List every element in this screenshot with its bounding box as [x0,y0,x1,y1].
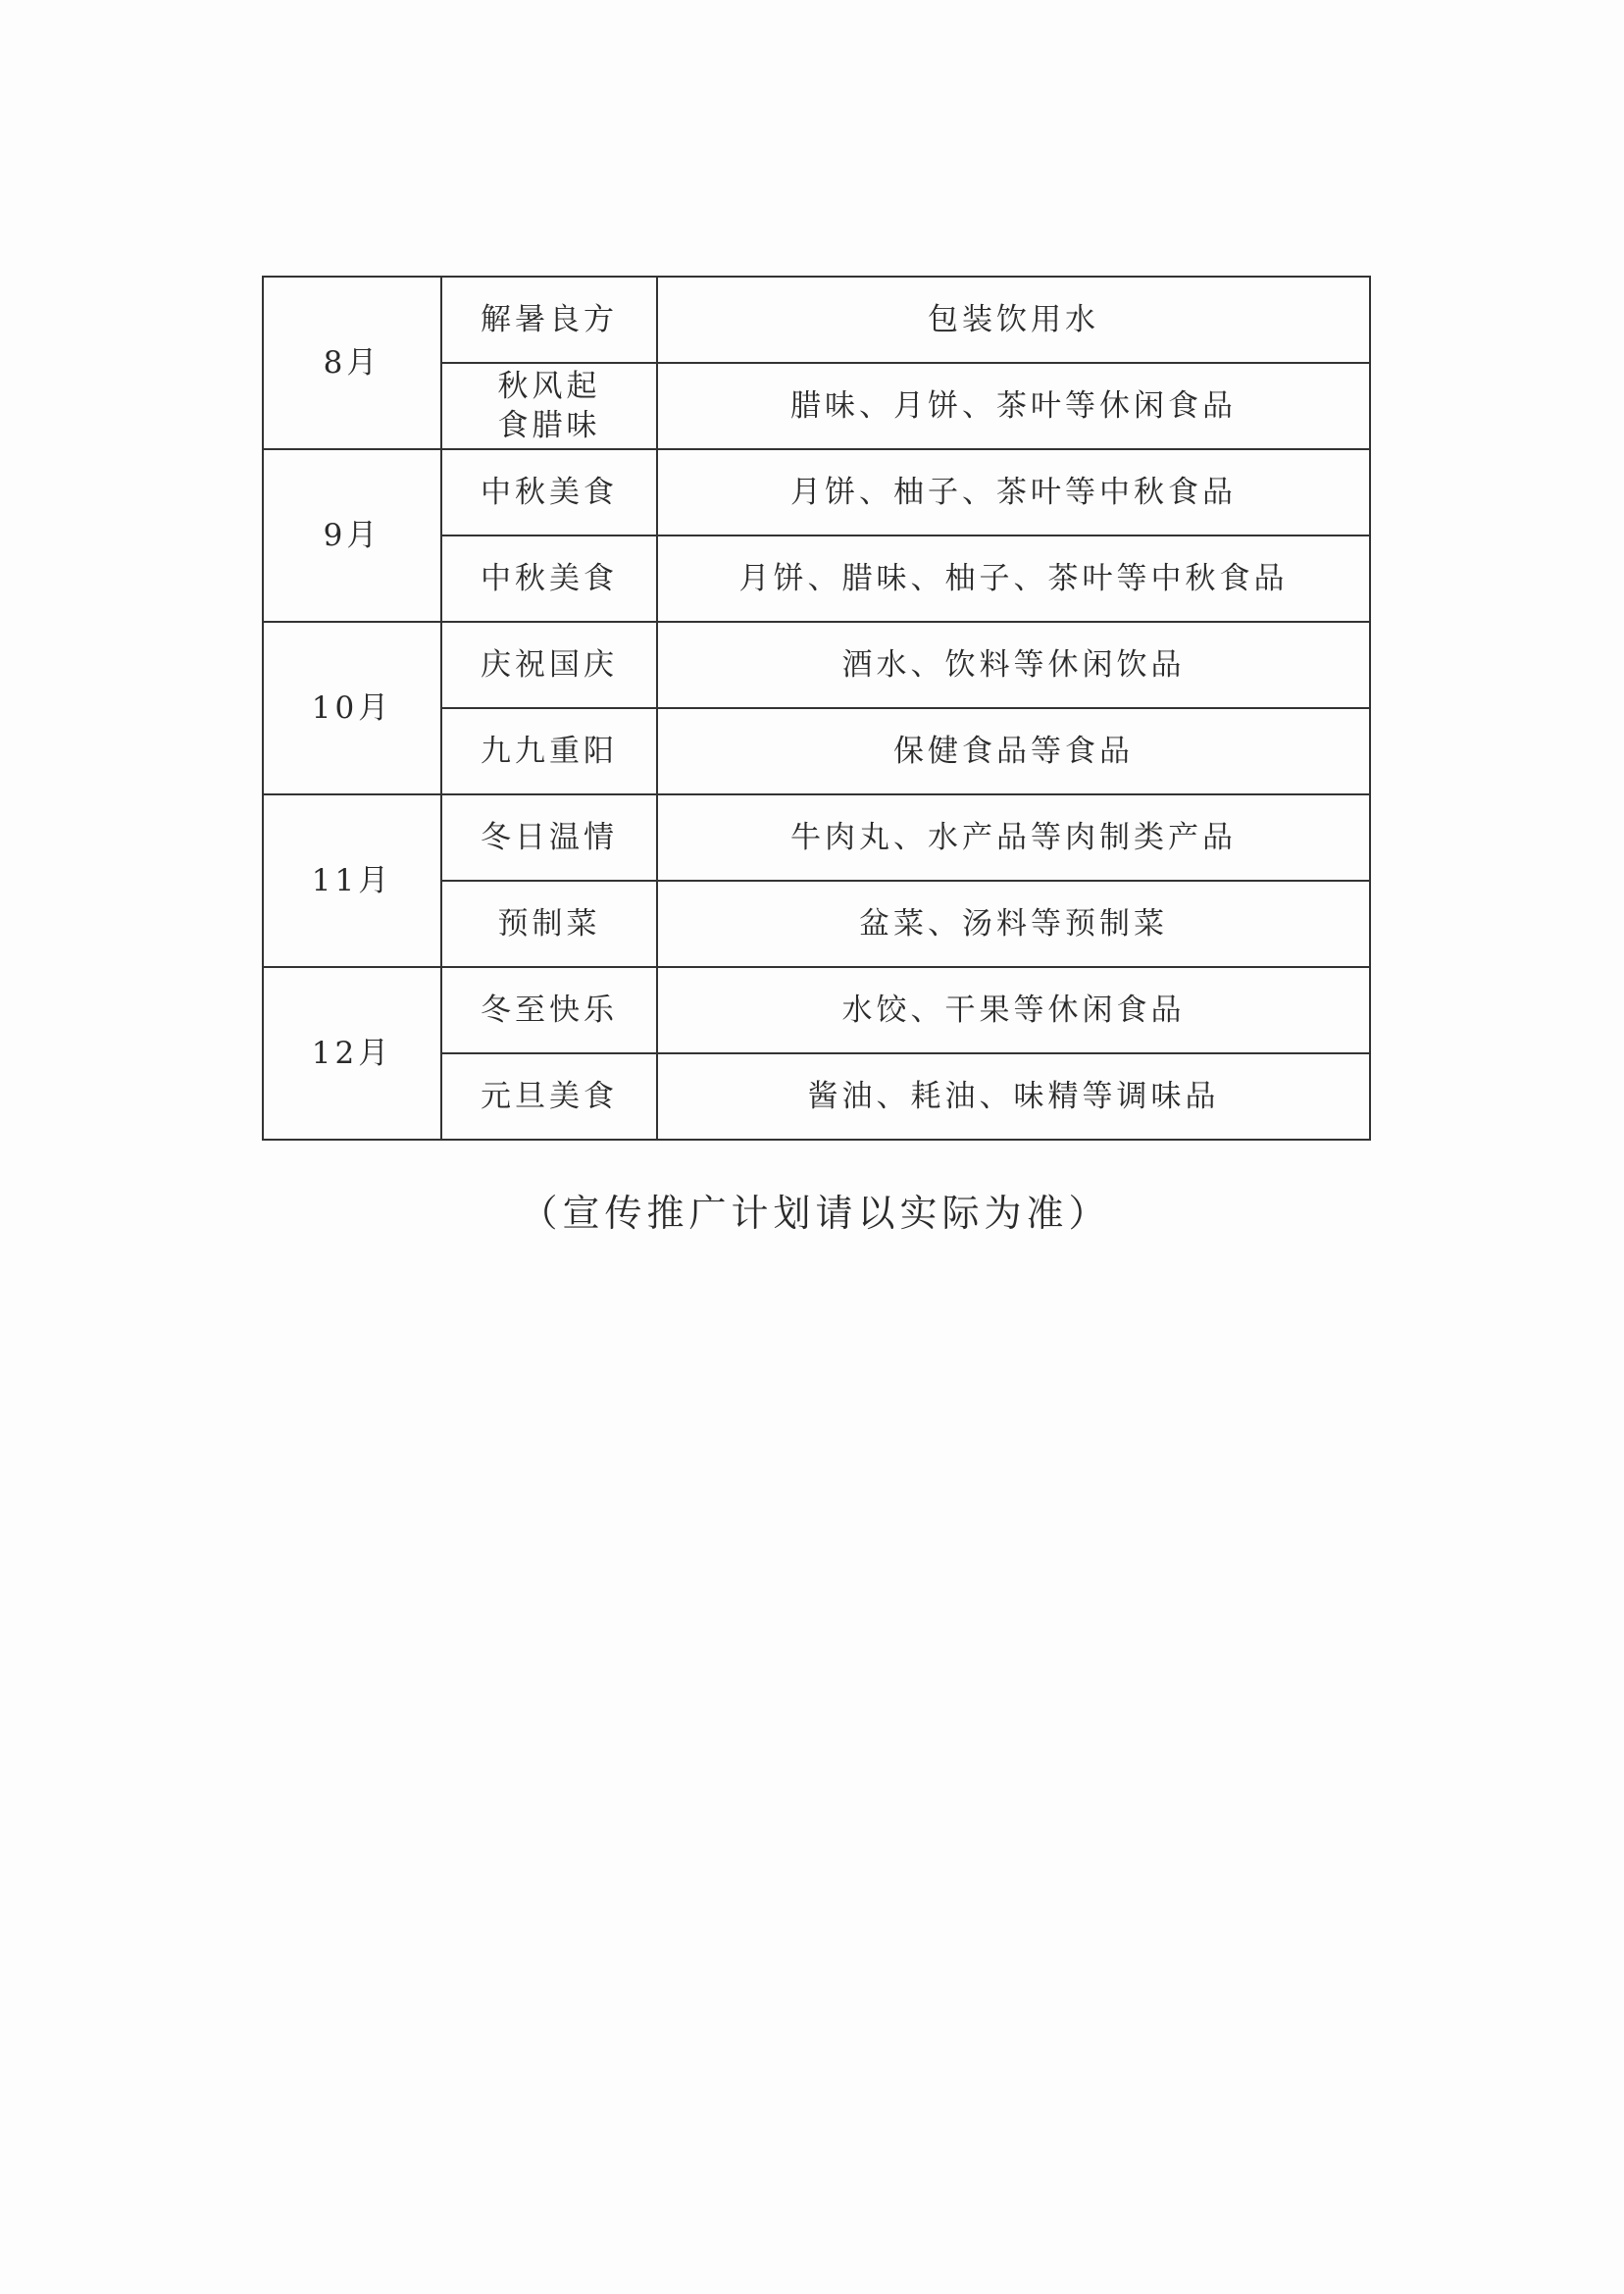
theme-cell: 解暑良方 [441,277,657,363]
goods-cell: 包装饮用水 [657,277,1370,363]
table-row [263,277,1370,363]
goods-cell: 盆菜、汤料等预制菜 [657,881,1370,967]
goods-cell: 月饼、柚子、茶叶等中秋食品 [657,449,1370,535]
theme-cell: 中秋美食 [441,449,657,535]
goods-cell: 酒水、饮料等休闲饮品 [657,622,1370,708]
goods-cell: 牛肉丸、水产品等肉制类产品 [657,794,1370,881]
goods-cell: 酱油、耗油、味精等调味品 [657,1053,1370,1140]
theme-cell: 元旦美食 [441,1053,657,1140]
table-row [263,622,1370,708]
table-row [263,794,1370,881]
month-cell: 10月 [263,622,441,794]
footnote: （宣传推广计划请以实际为准） [520,1192,1111,1235]
table-row [263,449,1370,535]
month-cell: 12月 [263,967,441,1140]
theme-cell: 九九重阳 [441,708,657,794]
theme-cell: 预制菜 [441,881,657,967]
promotion-plan-table [262,276,1371,1141]
theme-cell: 冬至快乐 [441,967,657,1053]
theme-cell: 中秋美食 [441,535,657,622]
month-cell: 11月 [263,794,441,967]
goods-cell: 保健食品等食品 [657,708,1370,794]
goods-cell: 月饼、腊味、柚子、茶叶等中秋食品 [657,535,1370,622]
theme-cell: 庆祝国庆 [441,622,657,708]
table-row [263,967,1370,1053]
theme-cell: 冬日温情 [441,794,657,881]
theme-line: 食腊味 [497,408,601,443]
month-cell: 8月 [263,277,441,449]
goods-cell: 腊味、月饼、茶叶等休闲食品 [657,363,1370,449]
theme-cell [441,363,657,449]
month-cell: 9月 [263,449,441,622]
goods-cell: 水饺、干果等休闲食品 [657,967,1370,1053]
theme-line: 秋风起 [497,369,601,404]
